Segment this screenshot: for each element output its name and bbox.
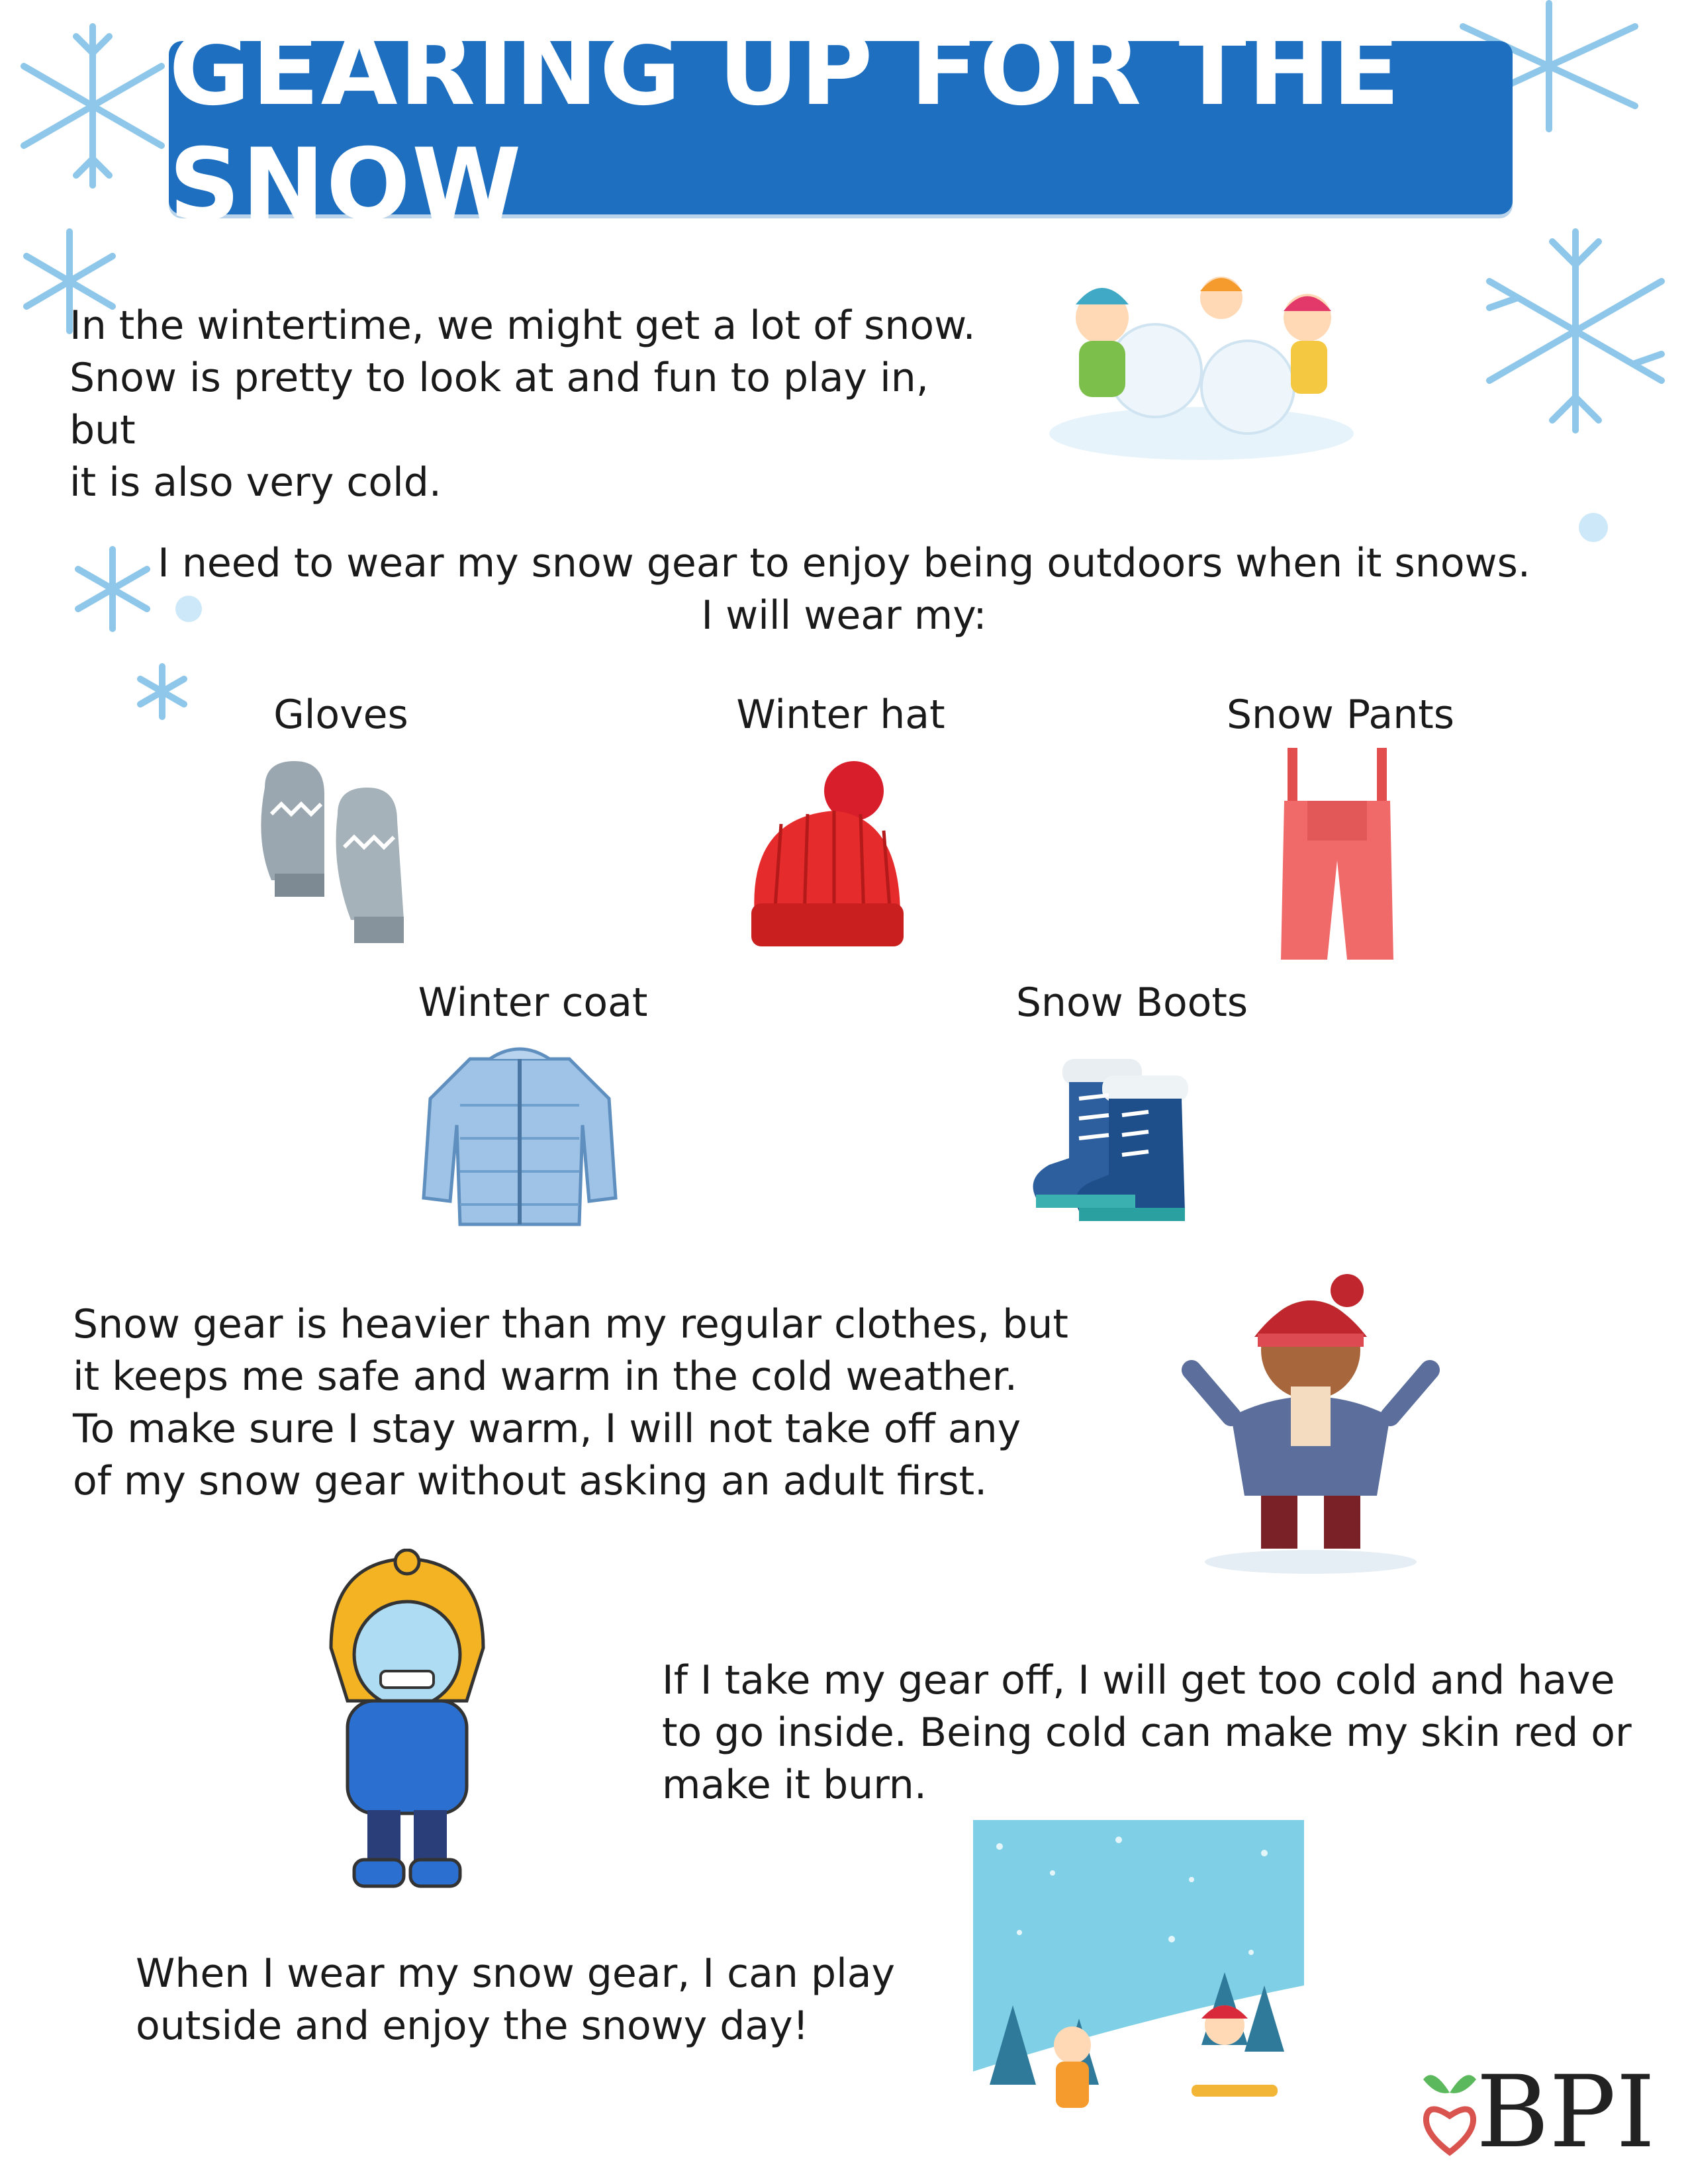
need-paragraph: [132, 537, 1556, 642]
text-line: of my snow gear without asking an adult first.: [73, 1458, 988, 1504]
text-line: I need to wear my snow gear to enjoy being outdoors when it snows.: [158, 540, 1530, 586]
snow-boots-label: Snow Boots: [1015, 979, 1248, 1026]
kids-playing-snow-illustration: [1043, 265, 1360, 463]
snowflake-icon: [0, 13, 185, 199]
page-title: GEARING UP FOR THE SNOW: [169, 13, 1401, 243]
intro-paragraph: [70, 300, 996, 509]
sledding-scene-illustration: [973, 1820, 1304, 2151]
snow-pants-icon: [1271, 748, 1403, 966]
text-line: To make sure I stay warm, I will not take off any: [73, 1406, 1021, 1452]
winter-hat-icon: [741, 758, 914, 956]
text-line: Snow is pretty to look at and fun to play in, but: [70, 355, 929, 453]
text-line: Snow gear is heavier than my regular clothes, but: [73, 1301, 1068, 1347]
text-line: outside and enjoy the snowy day!: [136, 2003, 809, 2049]
happy-girl-illustration: [1178, 1271, 1443, 1575]
winter-coat-icon: [417, 1039, 622, 1231]
logo-text: BPI: [1476, 2055, 1656, 2170]
text-line: it is also very cold.: [70, 459, 442, 506]
text-line: it keeps me safe and warm in the cold weather.: [73, 1353, 1017, 1400]
snow-pants-label: Snow Pants: [1226, 692, 1455, 738]
text-line: to go inside. Being cold can make my skin red or: [662, 1709, 1632, 1756]
text-line: In the wintertime, we might get a lot of snow.: [70, 302, 976, 349]
enjoy-paragraph: [136, 1948, 930, 2052]
winter-coat-label: Winter coat: [418, 979, 648, 1026]
text-line: When I wear my snow gear, I can play: [136, 1950, 896, 1997]
snow-boots-icon: [1023, 1046, 1215, 1231]
gloves-icon: [252, 761, 430, 953]
heart-leaf-logo-icon: [1423, 2066, 1476, 2159]
text-line: make it burn.: [662, 1762, 927, 1808]
winter-hat-label: Winter hat: [736, 692, 945, 738]
gear-heavier-paragraph: [73, 1298, 1132, 1508]
text-line: I will wear my:: [701, 592, 987, 639]
cold-boy-illustration: [324, 1549, 490, 1893]
bpi-logo: [1423, 2055, 1655, 2170]
snow-dot: [1579, 513, 1608, 542]
snowflake-icon: [1470, 225, 1681, 437]
too-cold-paragraph: [662, 1655, 1655, 1811]
gloves-label: Gloves: [273, 692, 408, 738]
text-line: If I take my gear off, I will get too cold and have: [662, 1657, 1615, 1704]
title-banner: [169, 13, 1513, 243]
